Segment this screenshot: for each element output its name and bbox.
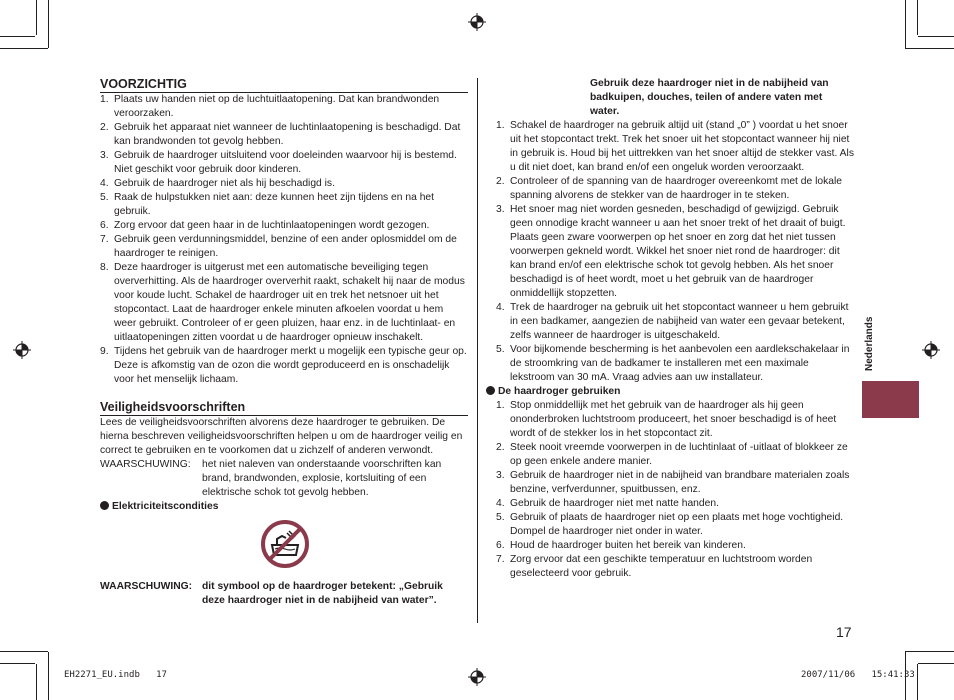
crop-mark (0, 651, 48, 652)
footer-timestamp: 2007/11/06 15:41:33 (801, 670, 915, 680)
list-item (100, 219, 468, 233)
list-item (486, 469, 854, 497)
safety-intro: Lees de veiligheidsvoorschriften alvorens deze haardroger te gebruiken. De hierna beschreven veiligheidsvoorschriften helpen u om de haardroger veilig en correct te gebruiken en te voorkomen dat u zichzelf of anderen verwondt. (100, 417, 463, 456)
crop-mark (905, 48, 954, 49)
symbol-warning-label: WAARSCHUWING: (100, 581, 193, 592)
symbol-warning-text: dit symbool op de haardroger betekent: „Gebruik deze haardroger niet in de nabijheid van water”. (202, 581, 443, 606)
list-item-text: Houd de haardroger buiten het bereik van kinderen. (510, 540, 746, 551)
list-item (100, 121, 468, 149)
warning-block (100, 458, 468, 500)
list-item-text: Gebruik de haardroger niet met natte handen. (510, 498, 719, 509)
list-item-number: 5. (496, 512, 505, 523)
list-item-number: 6. (100, 220, 109, 231)
crop-mark (0, 36, 35, 37)
list-item (486, 203, 854, 301)
caution-heading: VOORZICHTIG (100, 77, 468, 93)
list-item-text: Gebruik de haardroger niet als hij beschadigd is. (114, 178, 335, 189)
list-item-text: Plaats uw handen niet op de luchtuitlaatopening. Dat kan brandwonden veroorzaken. (114, 94, 440, 119)
registration-mark-icon (922, 341, 940, 359)
list-item-text: Tijdens het gebruik van de haardroger merkt u mogelijk een typische geur op. Deze is afkomstig van de ozon die wordt geproduceerd en is onschadelijk voor het menselijk lichaam. (114, 346, 467, 385)
bullet-icon (100, 501, 109, 510)
list-item-number: 4. (496, 302, 505, 313)
language-tab (862, 381, 919, 418)
list-item-number: 1. (100, 94, 109, 105)
list-item-number: 3. (496, 204, 505, 215)
list-item (486, 441, 854, 469)
electric-heading (100, 500, 468, 514)
list-item (486, 539, 854, 553)
list-item-text: Gebruik of plaats de haardroger niet op een plaats met hoge vochtigheid. Dompel de haardroger niet onder in water. (510, 512, 844, 537)
caution-list (100, 93, 468, 387)
registration-mark-icon (468, 13, 486, 31)
language-tab-label: Nederlands (864, 316, 875, 372)
list-item-text: Trek de haardroger na gebruik uit het stopcontact wanneer u hem gebruikt in een badkamer, aangezien de nabijheid van water een gevaar betekent, zelfs wanneer de haardroger is uitgeschakeld. (510, 302, 849, 341)
list-item (486, 553, 854, 581)
list-item (486, 399, 854, 441)
list-item-number: 4. (100, 178, 109, 189)
list-item-number: 7. (100, 234, 109, 245)
list-item-number: 1. (496, 400, 505, 411)
list-item-number: 2. (496, 442, 505, 453)
list-item-number: 8. (100, 262, 109, 273)
safety-heading: Veiligheidsvoorschriften (100, 400, 468, 416)
list-item (100, 345, 468, 387)
crop-mark (918, 663, 954, 664)
list-item-text: Gebruik de haardroger niet in de nabijheid van brandbare materialen zoals benzine, verfverdunner, spuitbussen, enz. (510, 470, 850, 495)
column-divider (477, 78, 478, 623)
page-number: 17 (836, 624, 852, 640)
list-item-number: 2. (496, 176, 505, 187)
list-item (486, 175, 854, 203)
warning-text: het niet naleven van onderstaande voorschriften kan brand, brandwonden, explosie, kortsluiting of een elektrische schok tot gevolg hebben. (202, 459, 442, 498)
electric-heading-label: Elektriciteitscondities (112, 501, 219, 512)
list-item (100, 93, 468, 121)
list-item-text: Zorg ervoor dat een geschikte temperatuur en luchtstroom worden geselecteerd voor gebruik. (510, 554, 813, 579)
list-item-text: Zorg ervoor dat geen haar in de luchtinlaatopeningen wordt gezogen. (114, 220, 430, 231)
crop-mark (36, 0, 37, 35)
list-item-number: 5. (100, 192, 109, 203)
list-item-number: 1. (496, 120, 505, 131)
crop-mark (48, 0, 49, 48)
use-heading (486, 385, 854, 399)
use-list (486, 399, 854, 581)
list-item-number: 7. (496, 554, 505, 565)
list-item-text: Gebruik het apparaat niet wanneer de luchtinlaatopening is beschadigd. Dat kan brandwonden tot gevolg hebben. (114, 122, 461, 147)
bullet-icon (486, 386, 495, 395)
list-item (100, 149, 468, 177)
crop-mark (48, 652, 49, 700)
footer-file: EH2271_EU.indb 17 (64, 670, 167, 680)
crop-mark (917, 664, 918, 700)
list-item-text: Controleer of de spanning van de haardroger overeenkomt met de lokale spanning alvorens de stekker van de haardroger in te steken. (510, 176, 842, 201)
symbol-warning (100, 580, 468, 608)
warning-label: WAARSCHUWING: (100, 459, 191, 470)
list-item-number: 3. (100, 150, 109, 161)
list-item (100, 233, 468, 261)
list-item-text: Schakel de haardroger na gebruik altijd uit (stand „0” ) voordat u het snoer uit het stopcontact trekt. Trek het snoer uit het stopcontact wanneer hij niet in gebruik is. Houd bij het uittrekken van het snoer altijd de stekker vast. Als u dit niet doet, kan brand en/of een ongeluk worden veroorzaakt. (510, 120, 854, 173)
right-column (486, 77, 854, 581)
list-item-text: Het snoer mag niet worden gesneden, beschadigd of gewijzigd. Gebruik geen onnodige kracht wanneer u aan het snoer trekt of het draait of buigt. Plaats geen zware voorwerpen op het snoer en zorg dat het niet tussen voorwerpen gekneld wordt. Wikkel het snoer niet rond de haardroger: dit kan brand en/of een elektrische schok tot gevolg hebben. Als het snoer beschadigd is of heet wordt, moet u het gebruik van de haardroger onmiddellijk stopzetten. (510, 204, 846, 299)
safety-list (486, 119, 854, 385)
crop-mark (0, 48, 48, 49)
list-item-text: Deze haardroger is uitgerust met een automatische beveiliging tegen oververhitting. Als de haardroger oververhit raakt, schakelt hij naar de modus voor koude lucht. Schakel de haardroger uit en trek het netsnoer uit het stopcontact. Laat de haardroger enkele minuten afkoelen voordat u hem weer gebruikt. Controleer of er geen pluizen, haar enz. in de luchtinlaat- en uitlaatopeningen zitten voordat u de haardroger opnieuw inschakelt. (114, 262, 465, 343)
crop-mark (905, 0, 906, 48)
list-item-text: Raak de hulpstukken niet aan: deze kunnen heet zijn tijdens en na het gebruik. (114, 192, 435, 217)
bath-warning: Gebruik deze haardroger niet in de nabijheid van badkuipen, douches, teilen of andere vaten met water. (590, 78, 829, 117)
registration-mark-icon (468, 668, 486, 686)
list-item-text: Gebruik geen verdunningsmiddel, benzine of een ander oplosmiddel om de haardroger te reinigen. (114, 234, 457, 259)
list-item-text: Gebruik de haardroger uitsluitend voor doeleinden waarvoor hij is bestemd. Niet geschikt voor gebruik door kinderen. (114, 150, 457, 175)
list-item (100, 261, 468, 345)
crop-mark (0, 663, 35, 664)
list-item-number: 2. (100, 122, 109, 133)
crop-mark (905, 651, 954, 652)
registration-mark-icon (13, 341, 31, 359)
left-column (100, 77, 468, 608)
list-item-text: Steek nooit vreemde voorwerpen in de luchtinlaat of -uitlaat of blokkeer ze op geen enkele andere manier. (510, 442, 848, 467)
list-item (486, 119, 854, 175)
list-item (486, 511, 854, 539)
list-item (486, 301, 854, 343)
list-item-number: 9. (100, 346, 109, 357)
list-item-number: 5. (496, 344, 505, 355)
list-item (100, 191, 468, 219)
list-item-text: Stop onmiddellijk met het gebruik van de haardroger als hij geen ononderbroken luchtstroom produceert, het snoer beschadigd is of heet wordt of de stekker los in het stopcontact zit. (510, 400, 837, 439)
crop-mark (36, 664, 37, 700)
list-item-number: 6. (496, 540, 505, 551)
crop-mark (918, 36, 954, 37)
list-item-number: 3. (496, 470, 505, 481)
list-item (100, 177, 468, 191)
list-item (486, 343, 854, 385)
no-use-near-water-icon (260, 519, 310, 569)
use-heading-label: De haardroger gebruiken (498, 386, 621, 397)
list-item-number: 4. (496, 498, 505, 509)
list-item (486, 497, 854, 511)
crop-mark (917, 0, 918, 35)
symbol-container (100, 518, 468, 578)
list-item-text: Voor bijkomende bescherming is het aanbevolen een aardlekschakelaar in de stroomkring van de badkamer te installeren met een maximale lekstroom van 30 mA. Vraag advies aan uw installateur. (510, 344, 850, 383)
